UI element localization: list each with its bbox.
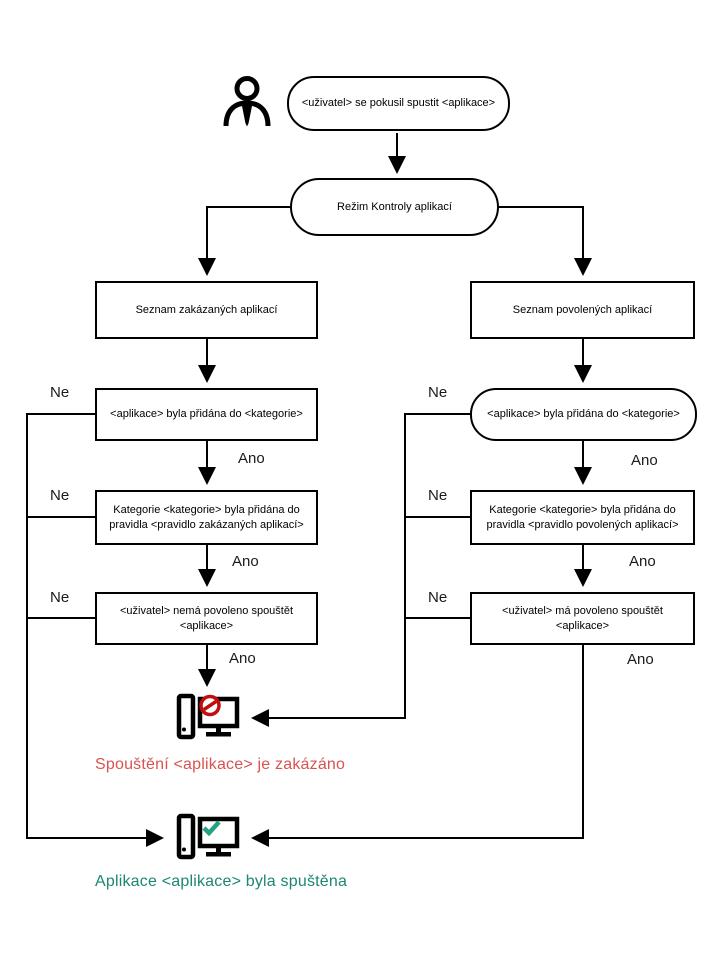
prohibit-sign (201, 697, 219, 715)
node-deny-rule: Kategorie <kategorie> byla přidána do pravidla <pravidlo zakázaných aplikací> (95, 490, 318, 545)
label-no-left-2: Ne (50, 487, 70, 504)
node-allow-rule: Kategorie <kategorie> byla přidána do pravidla <pravidlo povolených aplikací> (470, 490, 695, 545)
label-no-right-1: Ne (428, 384, 448, 401)
label-no-left-3: Ne (50, 589, 70, 606)
node-deny-user: <uživatel> nemá povoleno spouštět <aplikace> (95, 592, 318, 645)
node-start: <uživatel> se pokusil spustit <aplikace> (287, 76, 510, 131)
node-denylist: Seznam zakázaných aplikací (95, 281, 318, 339)
node-allow-category: <aplikace> byla přidána do <kategorie> (470, 388, 697, 441)
result-blocked-text: Spouštění <aplikace> je zakázáno (95, 756, 346, 773)
node-allow-user: <uživatel> má povoleno spouštět <aplikace> (470, 592, 695, 645)
node-allowlist: Seznam povolených aplikací (470, 281, 695, 339)
user-icon (220, 74, 274, 132)
label-no-right-2: Ne (428, 487, 448, 504)
label-yes-left-1: Ano (238, 450, 265, 467)
label-yes-right-1: Ano (631, 452, 658, 469)
label-yes-right-3: Ano (627, 651, 654, 668)
label-yes-left-2: Ano (232, 553, 259, 570)
label-no-left-1: Ne (50, 384, 70, 401)
label-no-right-3: Ne (428, 589, 448, 606)
computer-blocked-icon (175, 691, 241, 749)
label-yes-left-3: Ano (229, 650, 256, 667)
computer-started-icon (175, 811, 241, 869)
node-deny-category: <aplikace> byla přidána do <kategorie> (95, 388, 318, 441)
label-yes-right-2: Ano (629, 553, 656, 570)
result-started-text: Aplikace <aplikace> byla spuštěna (95, 873, 348, 890)
node-application-control-mode: Režim Kontroly aplikací (290, 178, 499, 236)
